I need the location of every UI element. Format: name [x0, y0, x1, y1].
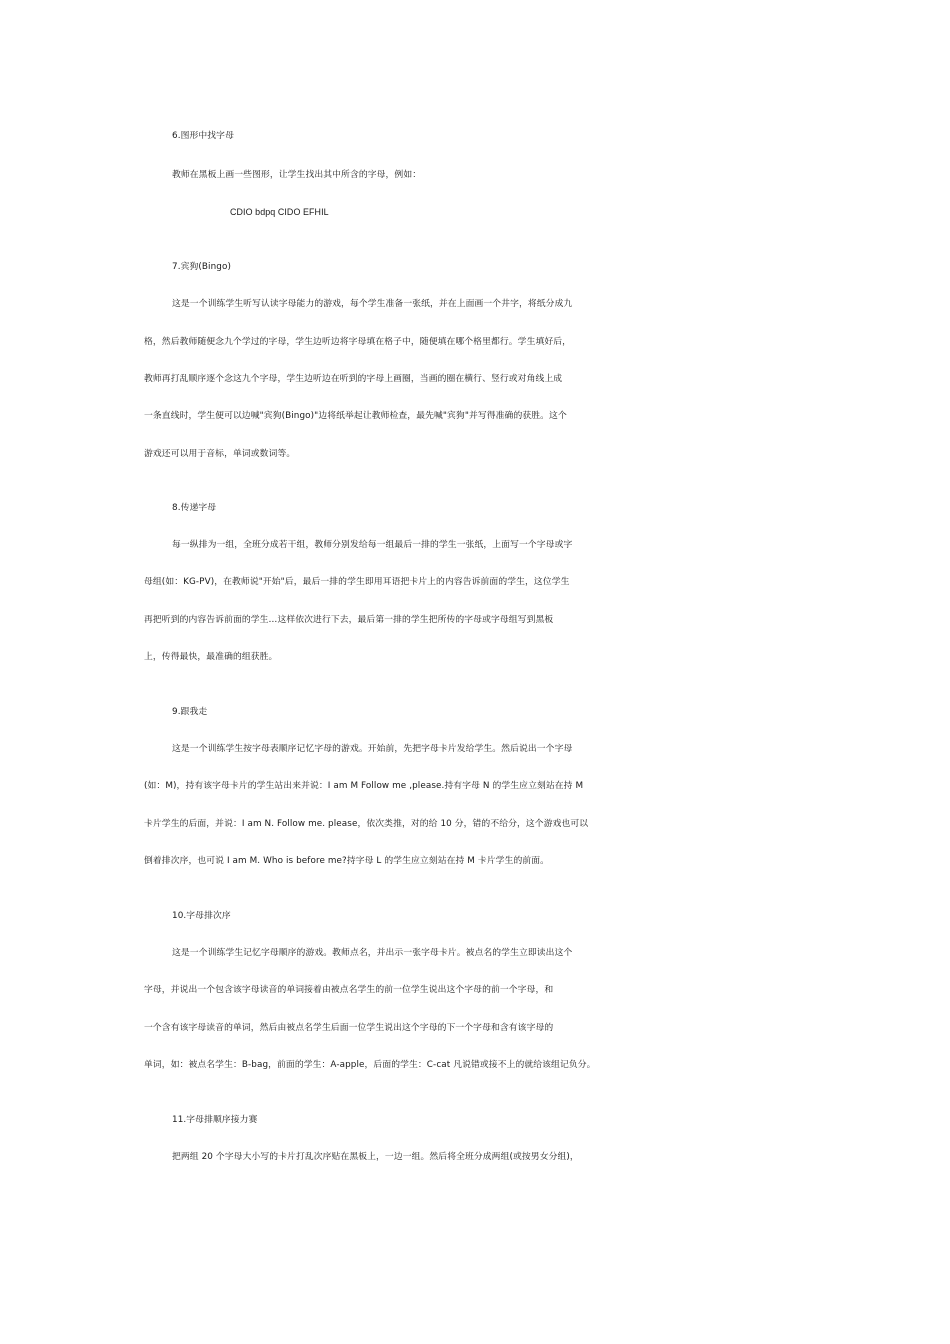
section-7-heading: 7.宾狗(Bingo)	[172, 262, 231, 272]
section-9-heading: 9.跟我走	[172, 707, 208, 717]
section-10-line-1: 这是一个训练学生记忆字母顺序的游戏。教师点名，并出示一张字母卡片。被点名的学生立即读出这个	[172, 948, 573, 958]
section-8-line-2: 母组(如：KG-PV)，在教师说"开始"后，最后一排的学生即用耳语把卡片上的内容告诉前面的学生，这位学生	[144, 577, 570, 587]
section-9-line-1: 这是一个训练学生按字母表顺序记忆字母的游戏。开始前，先把字母卡片发给学生。然后说出一个字母	[172, 744, 573, 754]
section-9-line-2: (如：M)，持有该字母卡片的学生站出来并说：I am M Follow me ,please.持有字母 N 的学生应立刻站在持 M	[144, 781, 584, 791]
section-11-heading: 11.字母排顺序接力赛	[172, 1115, 258, 1125]
section-10-line-3: 一个含有该字母读音的单词，然后由被点名学生后面一位学生说出这个字母的下一个字母和含有该字母的	[144, 1023, 554, 1033]
section-9-line-4: 倒着排次序，也可说 I am M. Who is before me?持字母 L 的学生应立刻站在持 M 卡片学生的前面。	[144, 856, 550, 866]
section-7-line-4: 一条直线时，学生便可以边喊"宾狗(Bingo)"边将纸举起让教师检查，最先喊"宾狗"并写得准确的获胜。这个	[144, 411, 567, 421]
section-10-line-2: 字母，并说出一个包含该字母读音的单词接着由被点名学生的前一位学生说出这个字母的前一个字母，和	[144, 985, 554, 995]
section-8-line-1: 每一纵排为一组，全班分成若干组，教师分别发给每一组最后一排的学生一张纸，上面写一个字母或字	[172, 540, 573, 550]
section-7-line-2: 格，然后教师随便念九个学过的字母，学生边听边将字母填在格子中，随便填在哪个格里都行。学生填好后，	[144, 337, 572, 347]
section-6-line-1: 教师在黑板上画一些图形，让学生找出其中所含的字母，例如：	[172, 170, 422, 180]
section-9-line-3: 卡片学生的后面，并说：I am N. Follow me. please，依次类推，对的给 10 分，错的不给分，这个游戏也可以	[144, 819, 589, 829]
section-7-line-5: 游戏还可以用于音标，单词或数词等。	[144, 449, 296, 459]
section-7-line-3: 教师再打乱顺序逐个念这九个字母，学生边听边在听到的字母上画圈，当画的圈在横行、竖行或对角线上成	[144, 374, 563, 384]
section-6-heading: 6.图形中找字母	[172, 131, 234, 141]
section-8-line-4: 上，传得最快，最准确的组获胜。	[144, 652, 278, 662]
section-8-heading: 8.传递字母	[172, 503, 217, 513]
section-7-line-1: 这是一个训练学生听写认读字母能力的游戏，每个学生准备一张纸，并在上面画一个井字，将纸分成九	[172, 299, 573, 309]
section-8-line-3: 再把听到的内容告诉前面的学生…这样依次进行下去，最后第一排的学生把所传的字母或字母组写到黑板	[144, 615, 554, 625]
section-10-heading: 10.字母排次序	[172, 911, 231, 921]
section-6-example: CDIO bdpq CIDO EFHIL	[230, 207, 329, 217]
section-11-line-1: 把两组 20 个字母大小写的卡片打乱次序贴在黑板上，一边一组。然后将全班分成两组(或按男女分组)，	[172, 1152, 579, 1162]
section-10-line-4: 单词，如：被点名学生：B-bag，前面的学生：A-apple，后面的学生：C-cat 凡说错或接不上的就给该组记负分。	[144, 1060, 596, 1070]
